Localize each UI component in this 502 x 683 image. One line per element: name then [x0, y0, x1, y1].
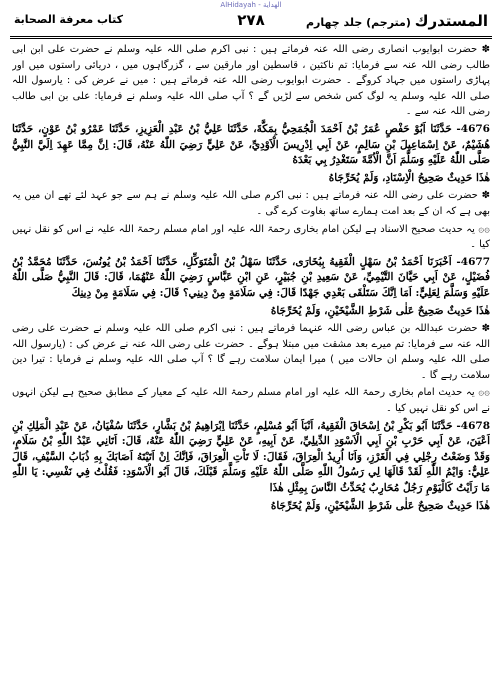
page-header — [10, 9, 492, 35]
header-rule-2 — [10, 38, 492, 39]
book-title-sub: (مترجم) جلد چهارم — [305, 16, 411, 29]
hadith-number: 4678 — [460, 419, 490, 432]
hadith-number: 4676 — [460, 122, 490, 135]
paragraph-urdu: ✽ حضرت علی رضی اللہ عنہ فرماتے ہیں : نبی اکرم صلی اللہ علیہ وسلم نے ہم سے جو عہد لئے تھے ان میں یہ بھی ہے کہ ان کے بعد امت ہمارے ساتھ بغاوت کرے گی ۔ — [12, 190, 490, 217]
hadith-4676: 4676- حَدَّثَنَا اَبُوْ حَفْصٍ عُمَرُ بْنُ اَحْمَدَ الْجُمَحِيُّ بِمَكَّةَ، حَدَّثَنَا عَلِيُّ بْنُ عَبْدِ الْعَزِيزِ، حَدَّثَنَا عَمْرُو بْنُ عَوْنٍ، حَدَّثَنَا هُشَيْمٌ، عَنْ اِسْمَاعِيلَ بْنِ سَالِمٍ، عَنْ اَبِي اِدْرِيسَ الْاَوْدِيِّ، عَنْ عَلِيٍّ رَضِيَ اللّٰهُ عَنْهُ، قَالَ: اِنَّ مِمَّا عَهِدَ اِلَيَّ النَّبِيُّ صَلَّى اللّٰهُ عَلَيْهِ وَسَلَّمَ اَنَّ الْاُمَّةَ سَتَغْدِرُ بِي بَعْدَهُ — [12, 122, 490, 167]
paragraph-urdu: ✽ حضرت عبداللہ بن عباس رضی اللہ عنہما فرماتے ہیں : نبی اکرم صلی اللہ علیہ وسلم نے حضرت علی رضی اللہ عنہ سے فرمایا: تم میرے بعد مشقت میں مبتلا ہوگے ۔ حضرت علی رضی اللہ عنہ نے عرض کی : (یارسول اللہ صلی اللہ علیہ وسلم ان حالات میں ) میرا ایمان سلامت رہے گا ؟ آپ صلی اللہ علیہ وسلم نے فرمایا : تیرا دین سلامت رہے گا ۔ — [12, 323, 490, 381]
book-title-main: المستدرك — [414, 12, 488, 30]
hadith-4678: 4678- حَدَّثَنَا اَبُو بَكْرِ بْنُ اِسْحَاقَ الْفَقِيهُ، اَنْبَاَ اَبُو مُسْلِمٍ، حَدَّثَنَا اِبْرَاهِيمُ بْنُ بَشَّارٍ، حَدَّثَنَا سُفْيَانُ، عَنْ عَبْدِ الْمَلِكِ بْنِ اَعْيَنَ، عَنْ اَبِي حَرْبِ بْنِ اَبِي الْاَسْوَدِ الدِّيلِيِّ، عَنْ اَبِيهِ، عَنْ عَلِيٍّ رَضِيَ اللّٰهُ عَنْهُ، قَالَ: اَتَانِي عَبْدُ اللّٰهِ بْنُ سَلَامٍ، وَقَدْ وَضَعْتُ رِجْلِي فِي الْغَرْزِ، وَاَنَا اُرِيدُ الْعِرَاقَ، فَقَالَ: لَا تَاْتِ الْعِرَاقَ، فَاِنَّكَ اِنْ اَتَيْتَهُ اَصَابَكَ بِهِ ذُبَابُ السَّيْفِ، قَالَ عَلِيٌّ: وَايْمُ اللّٰهِ لَقَدْ قَالَهَا لِي رَسُولُ اللّٰهِ صَلَّى اللّٰهُ عَلَيْهِ وَسَلَّمَ قَبْلَكَ، قَالَ اَبُو الْاَسْوَدِ: فَقُلْتُ فِي نَفْسِي: يَا اللّٰهِ مَا رَاَيْتُ كَالْيَوْمِ رَجُلٌ مُحَارِبٌ يُحَدِّثُ النَّاسَ بِمِثْلِ هٰذَا — [12, 419, 490, 495]
book-title — [306, 12, 488, 30]
hadith-number: 4677 — [460, 255, 490, 268]
grading-urdu: ۞۞ یہ حدیث صحیح الاسناد ہے لیکن امام بخاری رحمۃ اللہ علیہ اور امام مسلم رحمۃ اللہ علیہ نے اس کو نقل نہیں کیا ۔ — [12, 223, 490, 251]
paragraph-urdu: ✽ حضرت ابوایوب انصاری رضی اللہ عنہ فرماتے ہیں : نبی اکرم صلی اللہ علیہ وسلم نے حضرت علی ابن ابی طالب رضی اللہ عنہ سے فرمایا: تم ناکثین ، قاسطین اور مارقین سے ، گزرگاہوں میں ، دریائی راستوں میں اور پہاڑی راستوں میں جہاد کروگے ۔ حضرت ابوایوب رضی اللہ عنہ فرماتے ہیں : میں نے عرض کی : یارسول اللہ صلی اللہ علیہ وسلم یہ لوگ کس شخص سے لڑیں گے ؟ آپ صلی اللہ علیہ وسلم نے فرمایا: علی بن ابی طالب رضی اللہ عنہ سے ۔ — [12, 44, 490, 118]
hadith-text: حَدَّثَنَا اَبُو بَكْرِ بْنُ اِسْحَاقَ الْفَقِيهُ، اَنْبَاَ اَبُو مُسْلِمٍ، حَدَّثَنَا اِبْرَاهِيمُ بْنُ بَشَّارٍ، حَدَّثَنَا سُفْيَانُ، عَنْ عَبْدِ الْمَلِكِ بْنِ اَعْيَنَ، عَنْ اَبِي حَرْبِ بْنِ اَبِي الْاَسْوَدِ الدِّيلِيِّ، عَنْ اَبِيهِ، عَنْ عَلِيٍّ رَضِيَ اللّٰهُ عَنْهُ، قَالَ: اَتَانِي عَبْدُ اللّٰهِ بْنُ سَلَامٍ، وَقَدْ وَضَعْتُ رِجْلِي فِي الْغَرْزِ، وَاَنَا اُرِيدُ الْعِرَاقَ، فَقَالَ: لَا تَاْتِ الْعِرَاقَ، فَاِنَّكَ اِنْ اَتَيْتَهُ اَصَابَكَ بِهِ ذُبَابُ السَّيْفِ، قَالَ عَلِيٌّ: وَايْمُ اللّٰهِ لَقَدْ قَالَهَا لِي رَسُولُ اللّٰهِ صَلَّى اللّٰهُ عَلَيْهِ وَسَلَّمَ قَبْلَكَ، قَالَ اَبُو الْاَسْوَدِ: فَقُلْتُ فِي نَفْسِي: يَا اللّٰهِ مَا رَاَيْتُ كَالْيَوْمِ رَجُلٌ مُحَارِبٌ يُحَدِّثُ النَّاسَ بِمِثْلِ هٰذَا — [12, 419, 490, 495]
grading-arabic: هٰذَا حَدِيثٌ صَحِيحٌ عَلٰى شَرْطِ الشَّيْخَيْنِ، وَلَمْ يُخَرِّجَاهُ — [270, 304, 490, 317]
grading-urdu: ۞۞ یہ حدیث امام بخاری رحمۃ اللہ علیہ اور امام مسلم رحمۃ اللہ علیہ کے معیار کے مطابق صحیح ہے لیکن انہوں نے اس کو نقل نہیں کیا ۔ — [12, 387, 490, 415]
page-number: ٢٧٨ — [237, 11, 265, 29]
book-section-title: كتاب معرفة الصحابة — [14, 13, 124, 26]
hadith-4677: 4677- اَخْبَرَنَا اَحْمَدُ بْنُ سَهْلٍ الْفَقِيهُ بِبُخَارَى، حَدَّثَنَا سَهْلُ بْنُ الْمُتَوَكِّلِ، حَدَّثَنَا اَحْمَدُ بْنُ يُونُسَ، حَدَّثَنَا مُحَمَّدُ بْنُ فُضَيْلٍ، عَنْ اَبِي حَيَّانَ التَّيْمِيِّ، عَنْ سَعِيدِ بْنِ جُبَيْرٍ، عَنِ ابْنِ عَبَّاسٍ رَضِيَ اللّٰهُ عَنْهُمَا، قَالَ: قَالَ النَّبِيُّ صَلَّى اللّٰهُ عَلَيْهِ وَسَلَّمَ لِعَلِيٍّ: اَمَا اِنَّكَ سَتَلْقَى بَعْدِي جَهْدًا قَالَ: فِي سَلَامَةٍ مِنْ دِينِي؟ قَالَ: فِي سَلَامَةٍ مِنْ دِينِكَ — [12, 255, 490, 299]
watermark-label: AlHidayah - الهداية — [220, 1, 282, 9]
hadith-text: حَدَّثَنَا اَبُوْ حَفْصٍ عُمَرُ بْنُ اَحْمَدَ الْجُمَحِيُّ بِمَكَّةَ، حَدَّثَنَا عَلِيُّ بْنُ عَبْدِ الْعَزِيزِ، حَدَّثَنَا عَمْرُو بْنُ عَوْنٍ، حَدَّثَنَا هُشَيْمٌ، عَنْ اِسْمَاعِيلَ بْنِ سَالِمٍ، عَنْ اَبِي اِدْرِيسَ الْاَوْدِيِّ، عَنْ عَلِيٍّ رَضِيَ اللّٰهُ عَنْهُ، قَالَ: اِنَّ مِمَّا عَهِدَ اِلَيَّ النَّبِيُّ صَلَّى اللّٰهُ عَلَيْهِ وَسَلَّمَ اَنَّ الْاُمَّةَ سَتَغْدِرُ بِي بَعْدَهُ — [12, 122, 490, 167]
hadith-text: اَخْبَرَنَا اَحْمَدُ بْنُ سَهْلٍ الْفَقِيهُ بِبُخَارَى، حَدَّثَنَا سَهْلُ بْنُ الْمُتَوَكِّلِ، حَدَّثَنَا اَحْمَدُ بْنُ يُونُسَ، حَدَّثَنَا مُحَمَّدُ بْنُ فُضَيْلٍ، عَنْ اَبِي حَيَّانَ التَّيْمِيِّ، عَنْ سَعِيدِ بْنِ جُبَيْرٍ، عَنِ ابْنِ عَبَّاسٍ رَضِيَ اللّٰهُ عَنْهُمَا، قَالَ: قَالَ النَّبِيُّ صَلَّى اللّٰهُ عَلَيْهِ وَسَلَّمَ لِعَلِيٍّ: اَمَا اِنَّكَ سَتَلْقَى بَعْدِي جَهْدًا قَالَ: فِي سَلَامَةٍ مِنْ دِينِي؟ قَالَ: فِي سَلَامَةٍ مِنْ دِينِكَ — [12, 255, 490, 299]
header-rule — [10, 36, 492, 37]
grading-arabic: هٰذَا حَدِيثٌ صَحِيحٌ عَلٰى شَرْطِ الشَّيْخَيْنِ، وَلَمْ يُخَرِّجَاهُ — [270, 499, 490, 512]
grading-arabic: هٰذَا حَدِيثٌ صَحِيحُ الْاِسْنَادِ، وَلَمْ يُخَرِّجَاهُ — [328, 171, 490, 184]
page-body — [12, 42, 490, 678]
